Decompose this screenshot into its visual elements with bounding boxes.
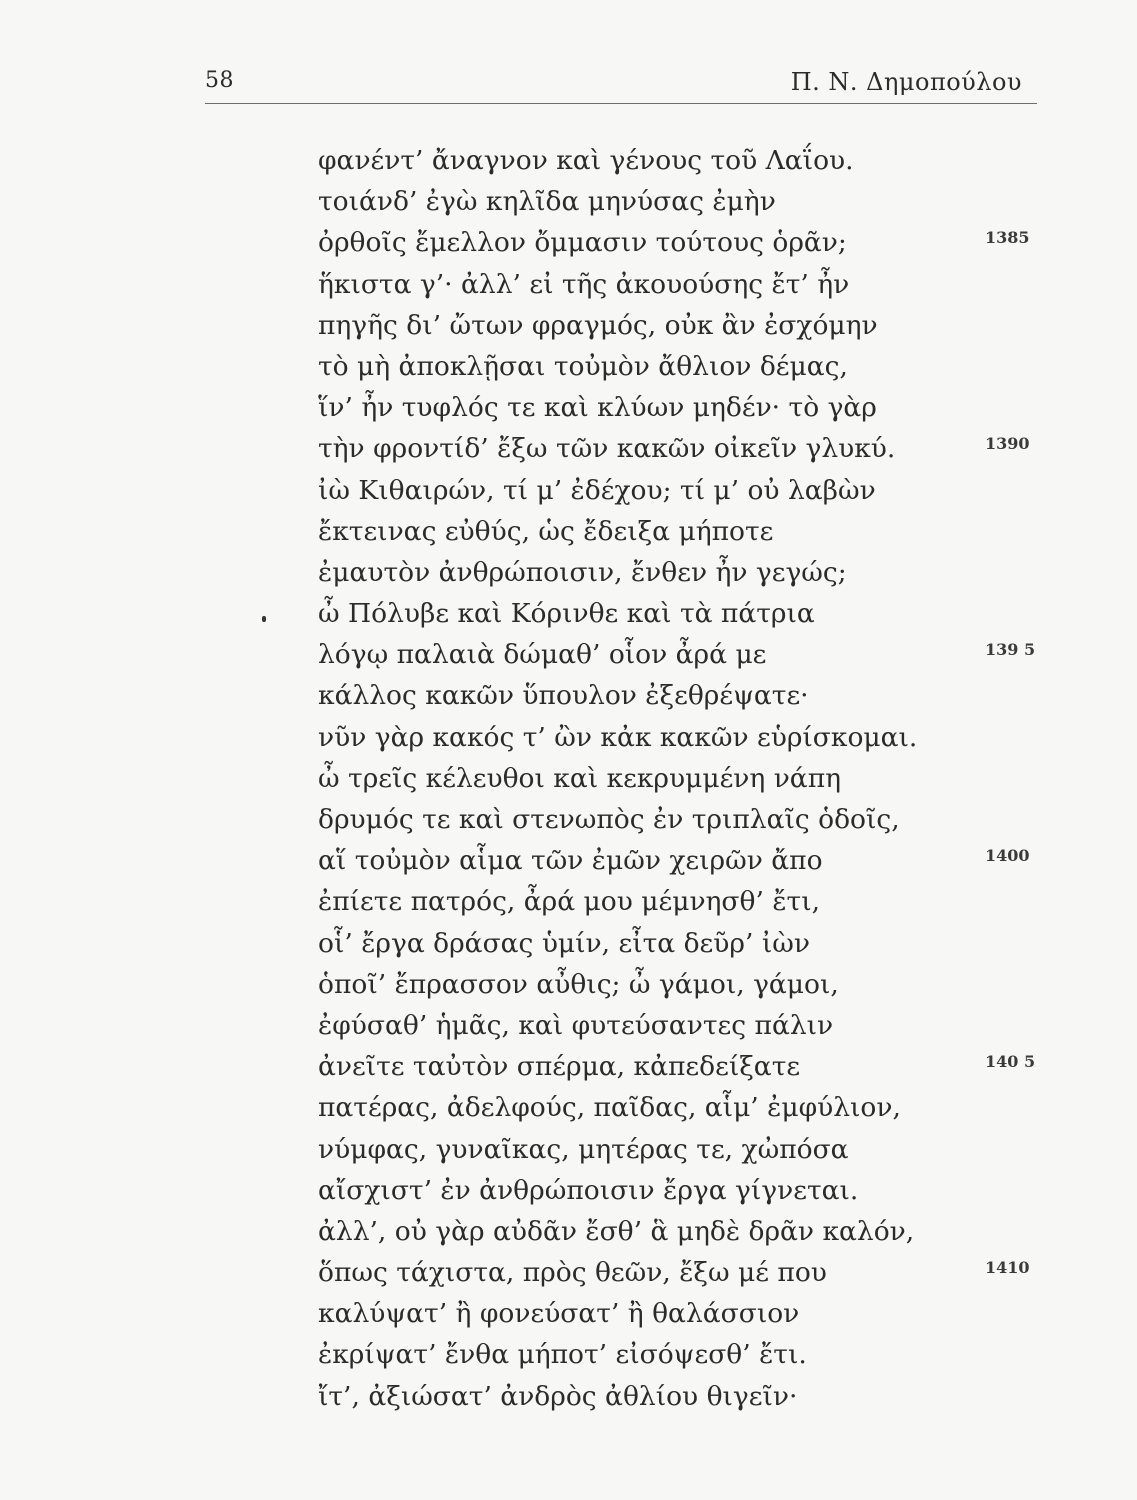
verse-line: [0, 1293, 1137, 1334]
verse-line: [0, 181, 1137, 222]
header-rule: [205, 103, 1037, 104]
verse-line: [0, 1087, 1137, 1128]
verse-text: ὅπως τάχιστα, πρὸς θεῶν, ἔξω μέ που: [318, 1257, 827, 1289]
verse-line: [0, 1046, 1137, 1087]
verse-text: ἴτ’, ἀξιώσατ’ ἀνδρὸς ἀθλίου θιγεῖν·: [318, 1380, 798, 1412]
verse-line: [0, 717, 1137, 758]
page-number: 58: [205, 68, 234, 93]
verse-text: ἐκρίψατ’ ἔνθα μήποτ’ εἰσόψεσθ’ ἔτι.: [318, 1339, 807, 1371]
verse-line: [0, 305, 1137, 346]
page-header: [0, 0, 1137, 110]
verse-line: [0, 1211, 1137, 1252]
verse-line: [0, 881, 1137, 922]
verse-line: [0, 840, 1137, 881]
line-number: 139 5: [985, 640, 1036, 660]
verse-line: [0, 470, 1137, 511]
line-number: 1400: [985, 846, 1030, 866]
verse-line: [0, 1376, 1137, 1417]
verse-line: [0, 387, 1137, 428]
line-number: 1410: [985, 1258, 1030, 1278]
verse-text: ἔκτεινας εὐθύς, ὡς ἔδειξα μήποτε: [318, 515, 774, 547]
verse-text: ἀνεῖτε ταὐτὸν σπέρμα, κἀπεδείξατε: [318, 1051, 801, 1083]
verse-text: φανέντ’ ἄναγνον καὶ γένους τοῦ Λαΐου.: [318, 145, 854, 176]
verse-text: ὦ Πόλυβε καὶ Κόρινθε καὶ τὰ πάτρια: [318, 598, 815, 630]
verse-text: αἵ τοὐμὸν αἷμα τῶν ἐμῶν χειρῶν ἄπο: [318, 845, 823, 877]
verse-line: [0, 1334, 1137, 1375]
verse-text: ἵν’ ἦν τυφλός τε καὶ κλύων μηδέν· τὸ γὰρ: [318, 392, 877, 424]
verse-block: [0, 140, 1137, 1417]
verse-text: ἰὼ Κιθαιρών, τί μ’ ἐδέχου; τί μ’ οὐ λαβὼν: [318, 474, 876, 506]
verse-text: τὸ μὴ ἀποκλῇσαι τοὐμὸν ἄθλιον δέμας,: [318, 350, 848, 382]
verse-line: [0, 758, 1137, 799]
verse-text: ἐπίετε πατρός, ἆρά μου μέμνησθ’ ἔτι,: [318, 886, 821, 918]
verse-text: ὦ τρεῖς κέλευθοι καὶ κεκρυμμένη νάπη: [318, 762, 841, 794]
verse-text: καλύψατ’ ἢ φονεύσατ’ ἢ θαλάσσιον: [318, 1298, 800, 1330]
verse-text: αἴσχιστ’ ἐν ἀνθρώποισιν ἔργα γίγνεται.: [318, 1174, 859, 1206]
verse-line: [0, 346, 1137, 387]
verse-line: [0, 634, 1137, 675]
line-number: 140 5: [985, 1052, 1036, 1072]
verse-line: [0, 1252, 1137, 1293]
verse-line: [0, 1005, 1137, 1046]
line-number: 1390: [985, 434, 1030, 454]
verse-line: [0, 675, 1137, 716]
verse-text: τοιάνδ’ ἐγὼ κηλῖδα μηνύσας ἐμὴν: [318, 186, 776, 218]
verse-line: [0, 923, 1137, 964]
verse-line: [0, 552, 1137, 593]
verse-text: κάλλος κακῶν ὕπουλον ἐξεθρέψατε·: [318, 680, 809, 712]
verse-text: πατέρας, ἀδελφούς, παῖδας, αἷμ’ ἐμφύλιον,: [318, 1092, 901, 1124]
running-head: Π. Ν. Δημοπούλου: [790, 68, 1022, 96]
verse-text: οἷ’ ἔργα δράσας ὑμίν, εἶτα δεῦρ’ ἰὼν: [318, 927, 810, 959]
verse-line: [0, 222, 1137, 263]
verse-text: ἀλλ’, οὐ γὰρ αὐδᾶν ἔσθ’ ἃ μηδὲ δρᾶν καλόν,: [318, 1215, 915, 1247]
verse-line: [0, 593, 1137, 634]
verse-line: [0, 799, 1137, 840]
verse-text: νύμφας, γυναῖκας, μητέρας τε, χὠπόσα: [318, 1133, 849, 1165]
verse-line: [0, 1129, 1137, 1170]
verse-text: ἐφύσαθ’ ἡμᾶς, καὶ φυτεύσαντες πάλιν: [318, 1009, 834, 1041]
verse-text: ὁποῖ’ ἔπρασσον αὖθις; ὦ γάμοι, γάμοι,: [318, 968, 839, 1000]
verse-text: ἐμαυτὸν ἀνθρώποισιν, ἔνθεν ἦν γεγώς;: [318, 556, 847, 588]
verse-line: [0, 264, 1137, 305]
verse-text: νῦν γὰρ κακός τ’ ὢν κἀκ κακῶν εὑρίσκομαι.: [318, 721, 918, 753]
verse-text: δρυμός τε καὶ στενωπὸς ἐν τριπλαῖς ὁδοῖς,: [318, 804, 900, 835]
verse-line: [0, 964, 1137, 1005]
line-number: 1385: [985, 228, 1030, 248]
verse-text: τὴν φροντίδ’ ἔξω τῶν κακῶν οἰκεῖν γλυκύ.: [318, 433, 896, 465]
verse-text: ἥκιστα γ’· ἀλλ’ εἰ τῆς ἀκουούσης ἔτ’ ἦν: [318, 268, 850, 300]
verse-text: λόγῳ παλαιὰ δώμαθ’ οἷον ἆρά με: [318, 639, 767, 671]
verse-text: ὀρθοῖς ἔμελλον ὄμμασιν τούτους ὁρᾶν;: [318, 227, 847, 259]
verse-line: [0, 1170, 1137, 1211]
verse-line: [0, 511, 1137, 552]
verse-line: [0, 428, 1137, 469]
verse-line: [0, 140, 1137, 181]
verse-text: πηγῆς δι’ ὤτων φραγμός, οὐκ ἂν ἐσχόμην: [318, 309, 878, 341]
